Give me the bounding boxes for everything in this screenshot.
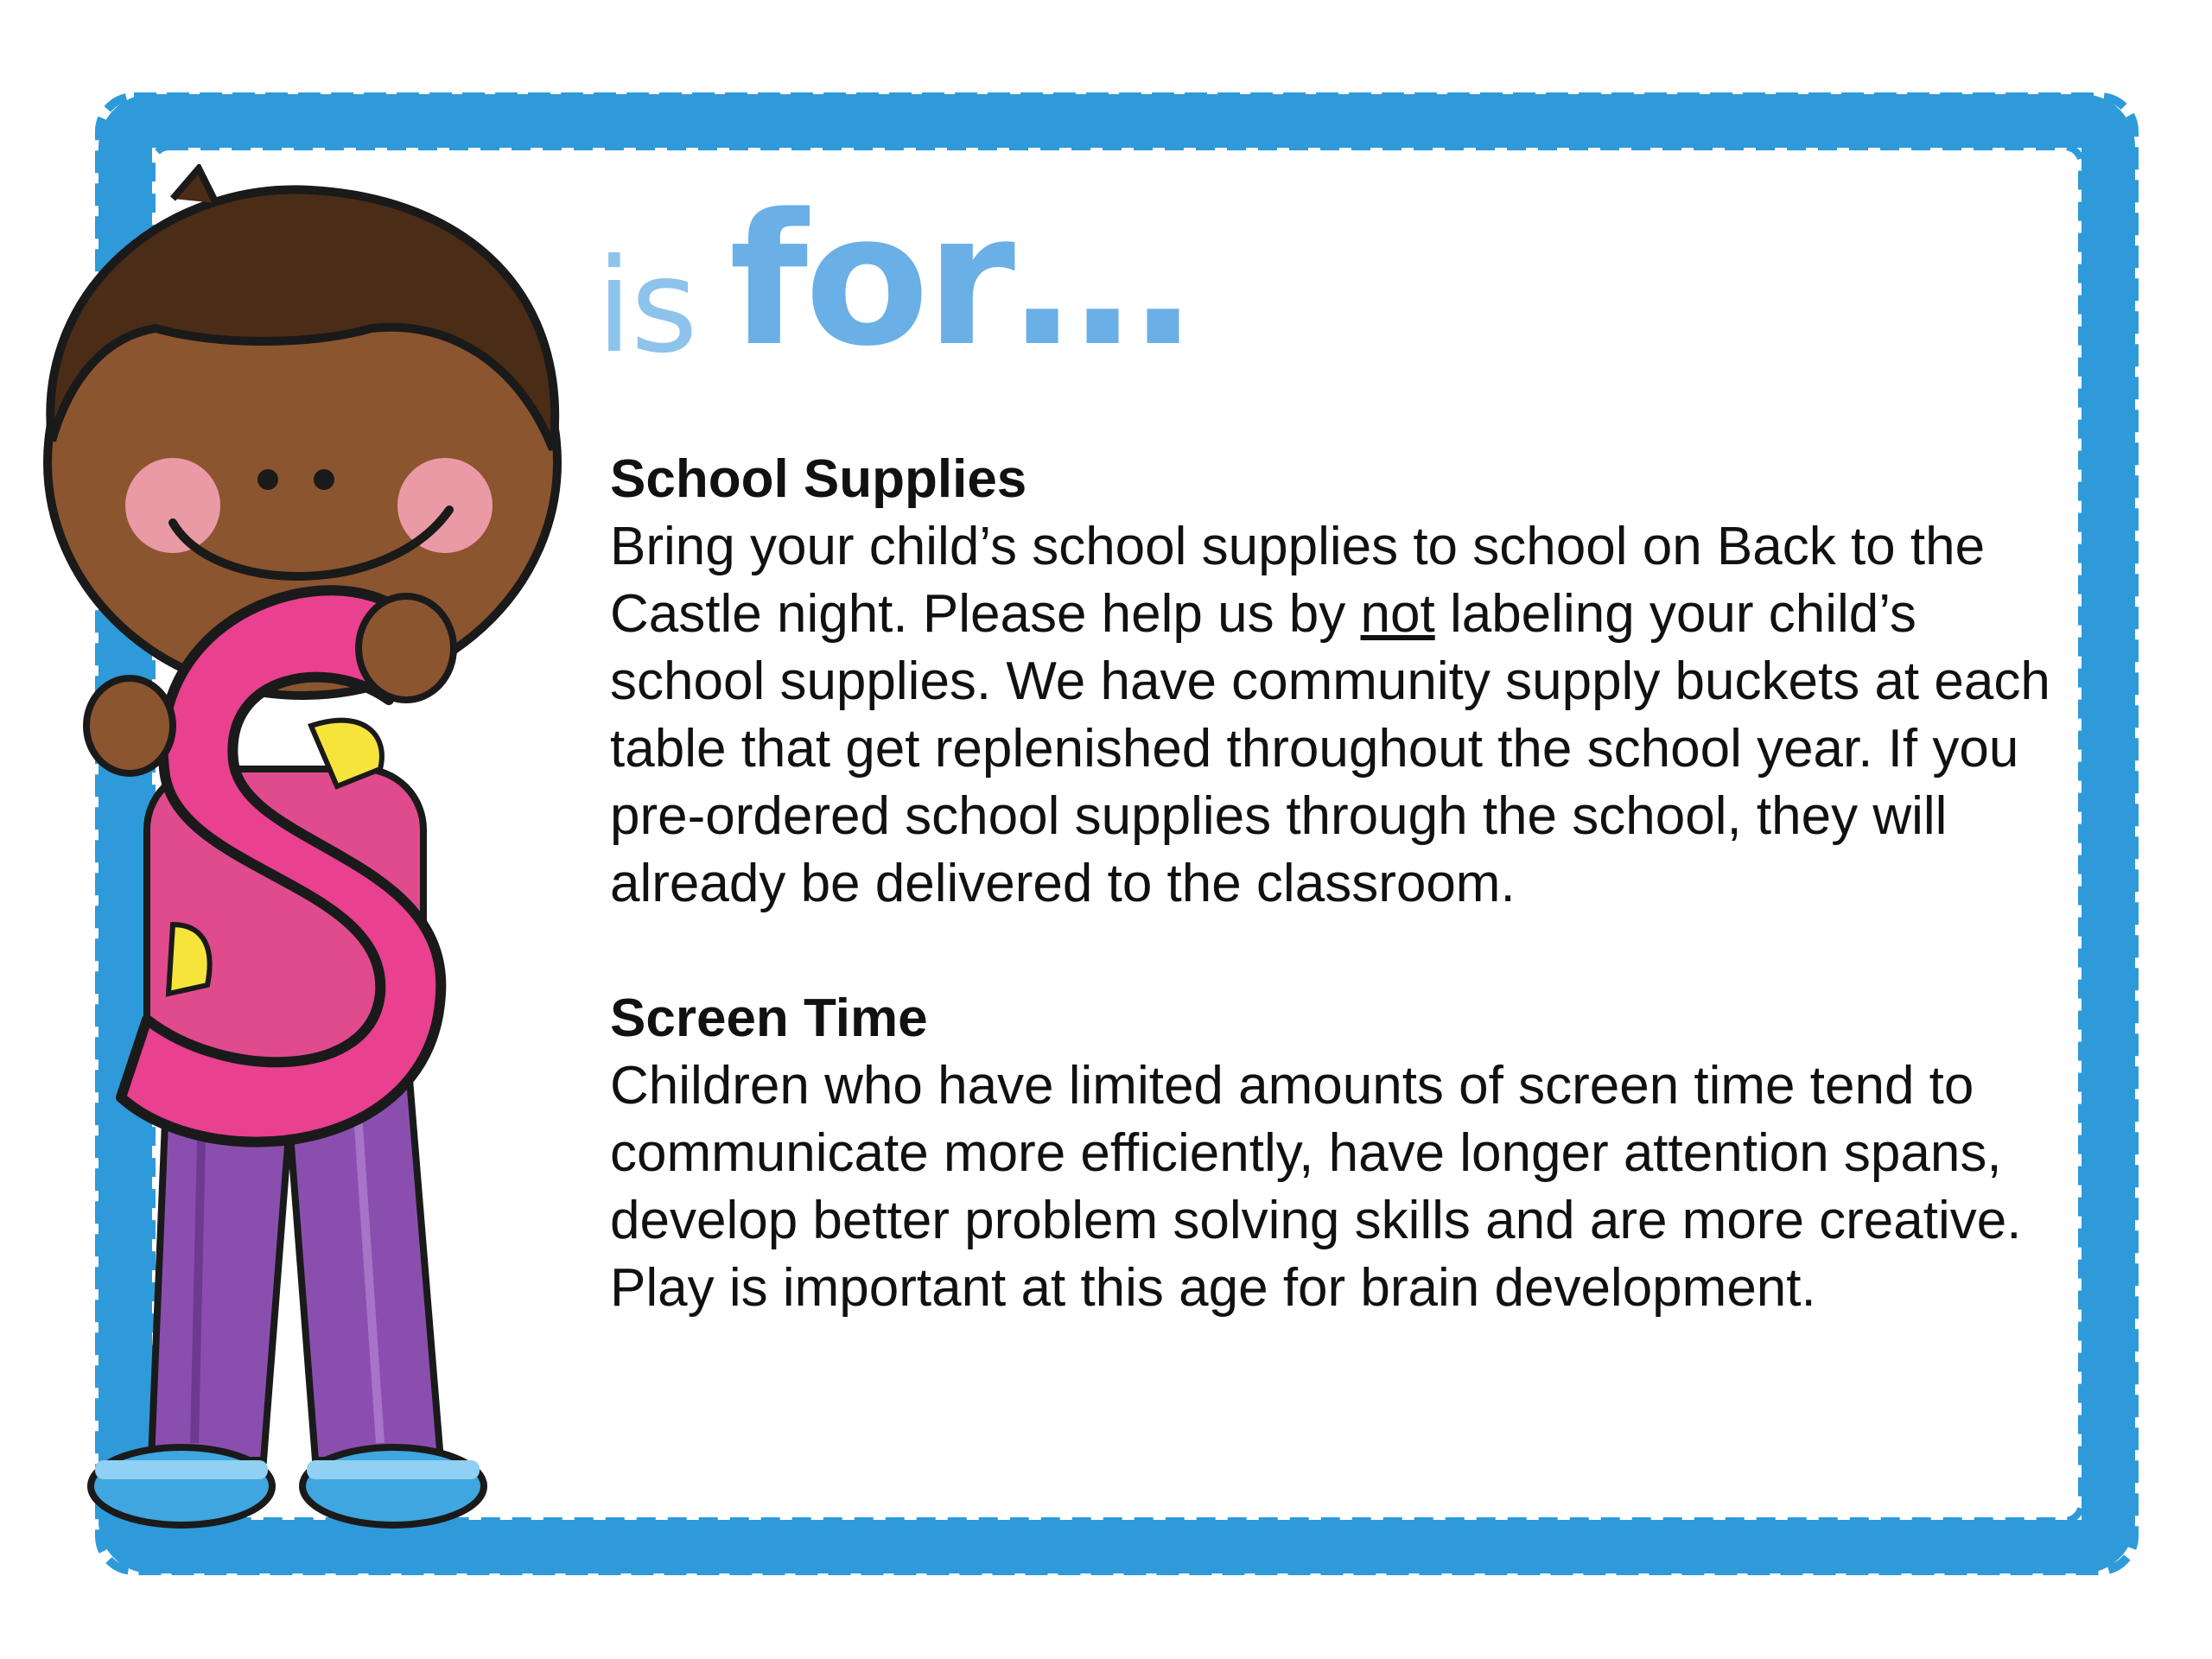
section-heading: Screen Time [610, 988, 928, 1048]
content-body [610, 446, 2079, 1322]
title-is: is [596, 232, 696, 382]
section-heading: School Supplies [610, 449, 1027, 509]
section-body: Children who have limited amounts of screen time tend to communicate more efficiently, have longer attention spans, develop better problem solving skills and are more creative. Play is important at this age for brain development. [610, 1056, 2022, 1318]
section-body: Bring your child’s school supplies to school on Back to the Castle night. Please help us by not labeling your child’s school supplies. We have community supply buckets at each table that get replenished throughout the school year. If you pre-ordered school supplies through the school, they will already be delivered to the classroom. [610, 517, 2050, 913]
title-for: for… [728, 175, 1191, 386]
boy-holding-letter-icon [0, 164, 605, 1529]
page-title [596, 173, 1191, 386]
section-school-supplies [610, 446, 2079, 918]
underlined-not: not [1360, 584, 1435, 644]
section-screen-time [610, 985, 2079, 1322]
